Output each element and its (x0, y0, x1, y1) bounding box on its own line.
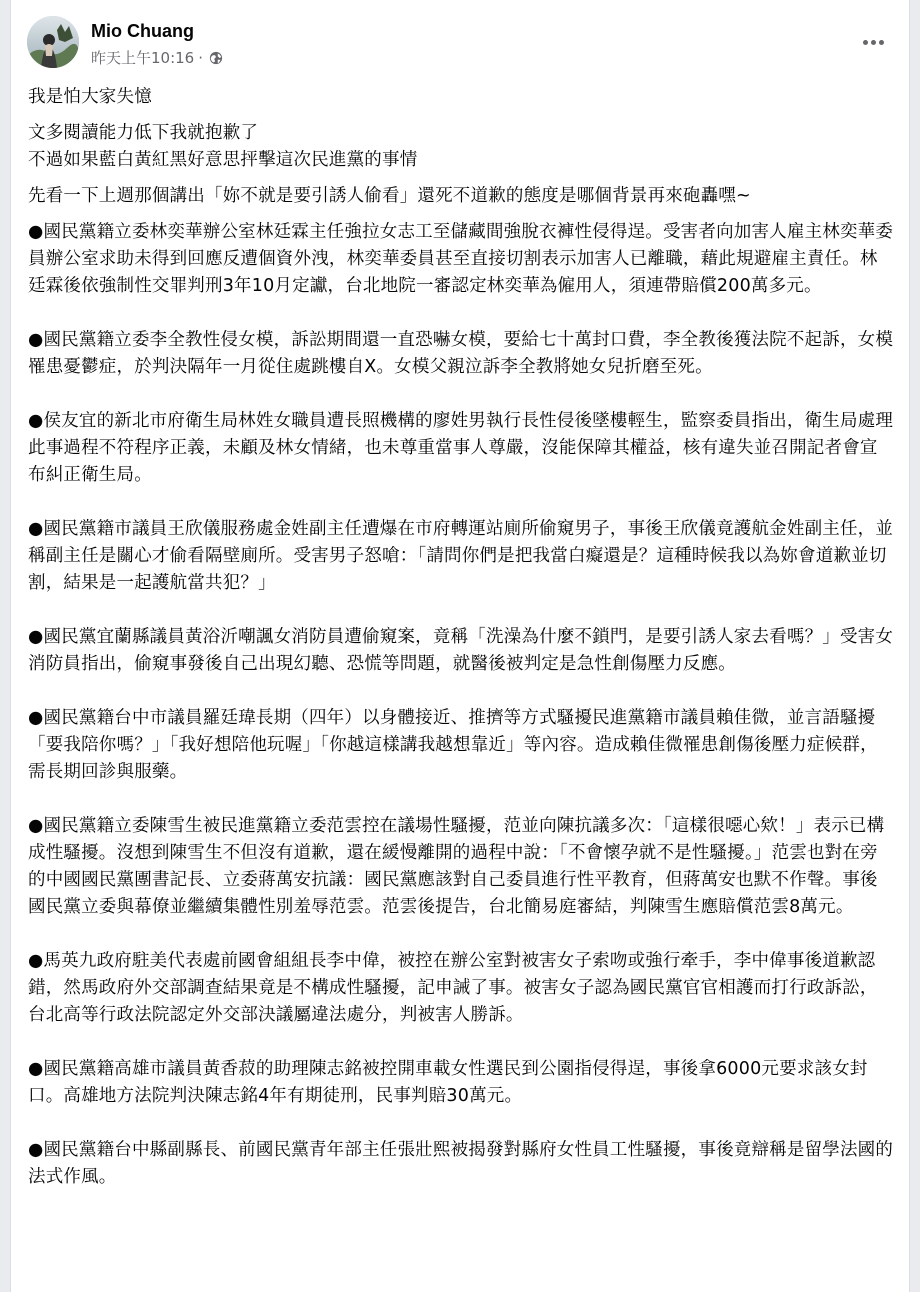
post-paragraph: ●國民黨籍立委陳雪生被民進黨籍立委范雲控在議場性騷擾，范並向陳抗議多次：「這樣很噁心欸！」表示已構成性騷擾。沒想到陳雪生不但沒有道歉，還在緩慢離開的過程中說：「不會懷孕就不是性騷擾。」范雲也對在旁的中國國民黨團書記長、立委蔣萬安抗議：國民黨應該對自己委員進行性平教育，但蔣萬安也默不作聲。事後國民黨立委與幕僚並繼續集體性別羞辱范雲。范雲後提告，台北簡易庭審結，判陳雪生應賠償范雲8萬元。 (28, 816, 885, 917)
more-options-icon[interactable] (857, 32, 889, 52)
post-paragraph: ●國民黨籍立委李全教性侵女模，訴訟期間還一直恐嚇女模，要給七十萬封口費，李全教後獲法院不起訴，女模罹患憂鬱症，於判決隔年一月從住處跳樓自X。女模父親泣訴李全教將她女兒折磨至死。 (28, 330, 894, 377)
post-paragraph: 先看一下上週那個講出「妳不就是要引誘人偷看」還死不道歉的態度是哪個背景再來砲轟嘿~ (28, 186, 751, 206)
avatar-image (27, 16, 79, 68)
post-header (27, 16, 893, 72)
author-name[interactable]: Mio Chuang (91, 21, 194, 41)
post-paragraph: ●國民黨籍高雄市議員黃香菽的助理陳志銘被控開車載女性選民到公園指侵得逞，事後拿6000元要求該女封口。高雄地方法院判決陳志銘4年有期徒刑，民事判賠30萬元。 (28, 1059, 868, 1106)
post-paragraph: 我是怕大家失憶 (28, 87, 152, 107)
post-paragraph: 文多閱讀能力低下我就抱歉了 不過如果藍白黃紅黑好意思抨擊這次民進黨的事情 (28, 123, 418, 170)
avatar[interactable] (27, 16, 79, 68)
post-card (10, 0, 910, 1292)
post-paragraph: ●國民黨籍市議員王欣儀服務處金姓副主任遭爆在市府轉運站廁所偷窺男子，事後王欣儀竟護航金姓副主任，並稱副主任是關心才偷看隔壁廁所。受害男子怒嗆：「請問你們是把我當白癡還是？這種時候我以為妳會道歉並切割，結果是一起護航當共犯？」 (28, 519, 894, 593)
globe-icon[interactable] (209, 51, 223, 65)
post-paragraph: ●國民黨籍立委林奕華辦公室林廷霖主任強拉女志工至儲藏間強脫衣褲性侵得逞。受害者向加害人雇主林奕華委員辦公室求助未得到回應反遭個資外洩，林奕華委員甚至直接切割表示加害人已離職，藉此規避雇主責任。林廷霖後依強制性交罪判刑3年10月定讞，台北地院一審認定林奕華為僱用人，須連帶賠償200萬多元。 (28, 222, 894, 296)
post-paragraph: ●國民黨籍台中縣副縣長、前國民黨青年部主任張壯熙被揭發對縣府女性員工性騷擾，事後竟辯稱是留學法國的法式作風。 (28, 1140, 894, 1187)
post-paragraph: ●國民黨宜蘭縣議員黃浴沂嘲諷女消防員遭偷窺案，竟稱「洗澡為什麼不鎖門，是要引誘人家去看嗎？」受害女消防員指出，偷窺事發後自己出現幻聽、恐慌等問題，就醫後被判定是急性創傷壓力反應。 (28, 627, 894, 674)
post-paragraph: ●侯友宜的新北市府衛生局林姓女職員遭長照機構的廖姓男執行長性侵後墜樓輕生，監察委員指出，衛生局處理此事過程不符程序正義，未顧及林女情緒，也未尊重當事人尊嚴，沒能保障其權益，核有違失並召開記者會宣布糾正衛生局。 (28, 411, 894, 485)
meta-separator: · (198, 49, 204, 67)
post-paragraph: ●馬英九政府駐美代表處前國會組組長李中偉，被控在辦公室對被害女子索吻或強行牽手，李中偉事後道歉認錯，然馬政府外交部調查結果竟是不構成性騷擾，記申誡了事。被害女子認為國民黨官官相護而打行政訴訟，台北高等行政法院認定外交部決議屬違法處分，判被害人勝訴。 (28, 951, 878, 1025)
post-body (28, 84, 894, 1191)
post-meta (91, 48, 223, 68)
post-timestamp[interactable]: 昨天上午10:16 (91, 49, 195, 67)
post-paragraph: ●國民黨籍台中市議員羅廷瑋長期（四年）以身體接近、推擠等方式騷擾民進黨籍市議員賴佳微，並言語騷擾「要我陪你嗎？」「我好想陪他玩喔」「你越這樣講我越想靠近」等內容。造成賴佳微罹患創傷後壓力症候群，需長期回診與服藥。 (28, 708, 878, 782)
